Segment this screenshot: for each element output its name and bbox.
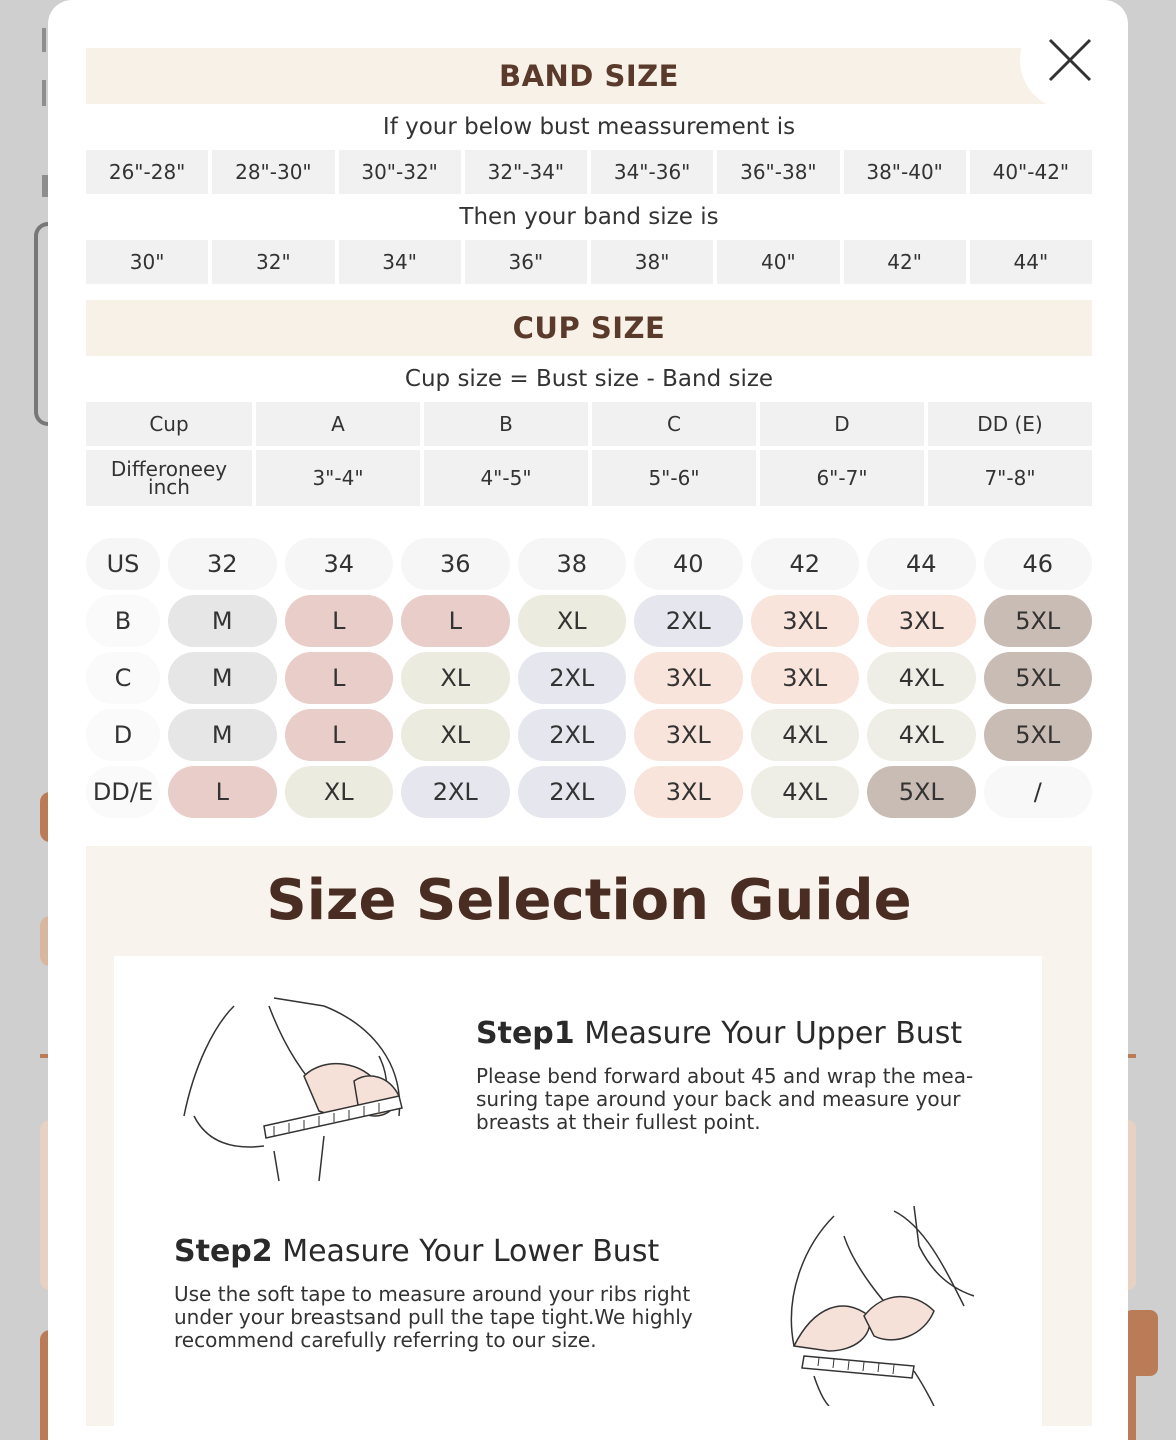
band-size-cell: 36" xyxy=(465,240,587,284)
size-pill: / xyxy=(984,766,1093,818)
size-pill: XL xyxy=(401,652,510,704)
band-size-row xyxy=(86,240,1092,284)
us-size-cell: 38 xyxy=(518,538,627,590)
us-size-cell: 42 xyxy=(751,538,860,590)
band-measurement-cell: 28"-30" xyxy=(212,150,334,194)
band-measurement-cell: 30"-32" xyxy=(339,150,461,194)
size-pill: XL xyxy=(518,595,627,647)
size-guide-image xyxy=(86,48,1092,1426)
us-size-cell: 46 xyxy=(984,538,1093,590)
size-pill: L xyxy=(285,652,394,704)
cup-letter-cell: DD (E) xyxy=(928,402,1092,446)
band-result-prompt: Then your band size is xyxy=(459,204,719,230)
size-chart-grid xyxy=(86,538,1092,818)
cup-difference-label xyxy=(86,450,252,506)
size-pill: 3XL xyxy=(867,595,976,647)
size-pill: 5XL xyxy=(984,595,1093,647)
cup-header-label: Cup xyxy=(86,402,252,446)
size-pill: 4XL xyxy=(751,766,860,818)
band-measurement-cell: 34"-36" xyxy=(591,150,713,194)
band-size-cell: 38" xyxy=(591,240,713,284)
size-pill: L xyxy=(168,766,277,818)
size-pill: 2XL xyxy=(518,766,627,818)
cup-row-label: D xyxy=(86,709,160,761)
size-pill: 3XL xyxy=(634,709,743,761)
band-size-header xyxy=(86,48,1092,104)
band-measurement-row xyxy=(86,150,1092,194)
step2-block xyxy=(174,1234,734,1352)
cup-letter-cell: C xyxy=(592,402,756,446)
cup-letter-cell: A xyxy=(256,402,420,446)
size-pill: M xyxy=(168,595,277,647)
step2-title-line xyxy=(174,1234,734,1269)
band-prompt: If your below bust meassurement is xyxy=(382,114,796,140)
cup-size-title: CUP SIZE xyxy=(512,311,666,345)
cup-table xyxy=(86,402,1092,506)
size-pill: L xyxy=(285,595,394,647)
band-size-cell: 32" xyxy=(212,240,334,284)
band-measurement-cell: 36"-38" xyxy=(717,150,839,194)
size-pill: 5XL xyxy=(984,709,1093,761)
step1-title: Measure Your Upper Bust xyxy=(584,1016,963,1051)
size-pill: XL xyxy=(401,709,510,761)
step2-title: Measure Your Lower Bust xyxy=(282,1234,660,1269)
size-pill: M xyxy=(168,652,277,704)
size-selection-guide xyxy=(86,846,1092,1426)
cup-difference-cell: 4"-5" xyxy=(424,450,588,506)
band-size-cell: 34" xyxy=(339,240,461,284)
cup-difference-row xyxy=(86,450,1092,506)
step1-description: Please bend forward about 45 and wrap the mea- suring tape around your back and measure your breasts at their fullest point. xyxy=(476,1064,974,1134)
size-pill: 3XL xyxy=(634,652,743,704)
size-pill: 2XL xyxy=(518,709,627,761)
guide-card xyxy=(114,956,1042,1426)
cup-difference-cell: 5"-6" xyxy=(592,450,756,506)
band-size-cell: 40" xyxy=(717,240,839,284)
size-pill: 3XL xyxy=(751,652,860,704)
background-text-fragment xyxy=(42,80,46,106)
cup-letter-cell: B xyxy=(424,402,588,446)
cup-size-header xyxy=(86,300,1092,356)
guide-title: Size Selection Guide xyxy=(266,868,912,933)
lower-bust-measure-illustration-icon xyxy=(774,1206,994,1406)
us-label: US xyxy=(86,538,160,590)
us-size-cell: 34 xyxy=(285,538,394,590)
step2-description: Use the soft tape to measure around your ribs right under your breastsand pull the tape tight.We highly recommend carefully referring to our size. xyxy=(174,1282,693,1352)
size-guide-modal xyxy=(48,0,1128,1440)
band-size-cell: 44" xyxy=(970,240,1092,284)
band-size-cell: 30" xyxy=(86,240,208,284)
close-button[interactable] xyxy=(1020,10,1120,110)
band-measurement-cell: 38"-40" xyxy=(844,150,966,194)
cup-row-label: B xyxy=(86,595,160,647)
size-pill: 4XL xyxy=(867,652,976,704)
step1-block xyxy=(476,1016,996,1134)
size-pill: L xyxy=(401,595,510,647)
step1-label: Step1 xyxy=(476,1016,575,1051)
size-pill: 3XL xyxy=(634,766,743,818)
band-measurement-cell: 32"-34" xyxy=(465,150,587,194)
cup-formula: Cup size = Bust size - Band size xyxy=(404,366,774,392)
band-measurement-cell: 40"-42" xyxy=(970,150,1092,194)
us-size-cell: 32 xyxy=(168,538,277,590)
cup-difference-label-line2: inch xyxy=(148,475,190,499)
size-pill: 5XL xyxy=(867,766,976,818)
band-size-cell: 42" xyxy=(844,240,966,284)
cup-difference-cell: 6"-7" xyxy=(760,450,924,506)
size-pill: 2XL xyxy=(401,766,510,818)
size-pill: 5XL xyxy=(984,652,1093,704)
background-text-fragment xyxy=(42,28,46,52)
step2-label: Step2 xyxy=(174,1234,273,1269)
cup-letter-cell: D xyxy=(760,402,924,446)
cup-header-row xyxy=(86,402,1092,446)
size-pill: XL xyxy=(285,766,394,818)
size-pill: 4XL xyxy=(867,709,976,761)
cup-row-label: DD/E xyxy=(86,766,160,818)
size-pill: L xyxy=(285,709,394,761)
close-icon xyxy=(1048,38,1092,82)
cup-difference-cell: 3"-4" xyxy=(256,450,420,506)
size-pill: 4XL xyxy=(751,709,860,761)
cup-difference-label-line1: Differoneey xyxy=(110,457,228,481)
cup-row-label: C xyxy=(86,652,160,704)
band-size-title: BAND SIZE xyxy=(498,59,679,93)
cup-difference-cell: 7"-8" xyxy=(928,450,1092,506)
us-size-cell: 36 xyxy=(401,538,510,590)
us-size-cell: 44 xyxy=(867,538,976,590)
band-measurement-cell: 26"-28" xyxy=(86,150,208,194)
upper-bust-measure-illustration-icon xyxy=(174,986,414,1186)
size-pill: 2XL xyxy=(634,595,743,647)
size-pill: M xyxy=(168,709,277,761)
us-size-cell: 40 xyxy=(634,538,743,590)
step1-title-line xyxy=(476,1016,996,1051)
size-pill: 3XL xyxy=(751,595,860,647)
size-pill: 2XL xyxy=(518,652,627,704)
